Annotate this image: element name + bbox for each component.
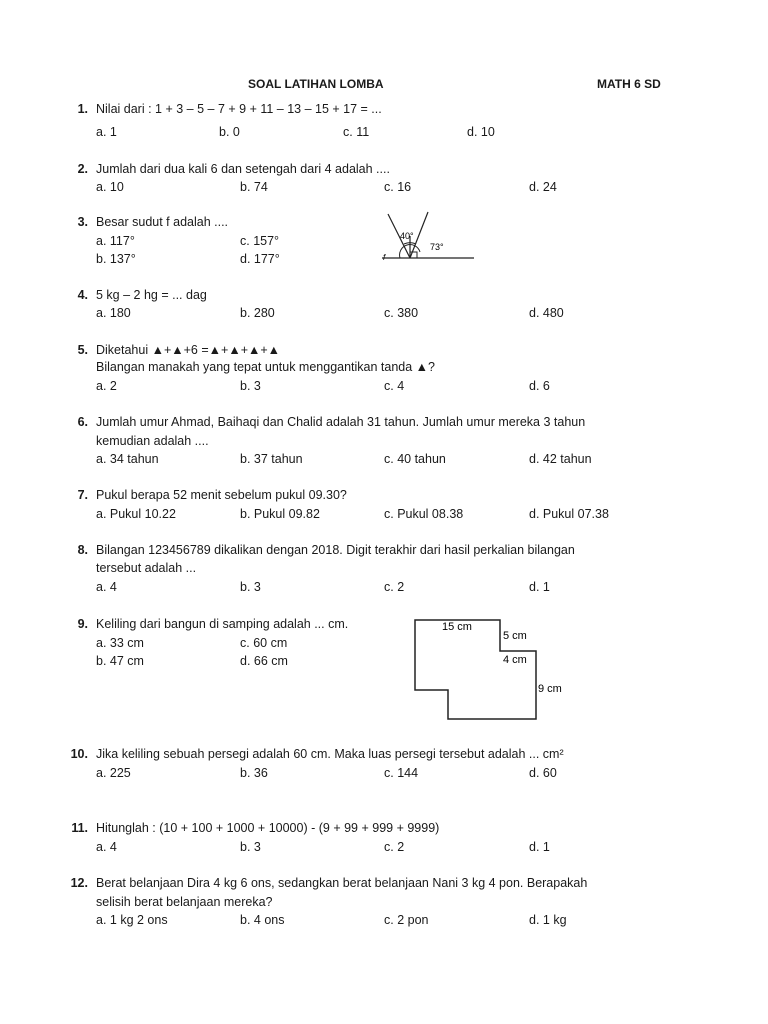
question-text: Keliling dari bangun di samping adalah ... cm. (96, 617, 349, 631)
option-c: c. 2 (384, 580, 405, 594)
option-c: c. 60 cm (240, 636, 288, 650)
option-c: c. 380 (384, 306, 419, 320)
option-d: d. 24 (529, 180, 557, 194)
option-d: d. 6 (529, 379, 550, 393)
option-c: c. 40 tahun (384, 452, 446, 466)
option-a: a. 1 (96, 125, 117, 139)
question-text: Bilangan manakah yang tepat untuk menggantikan tanda ▲? (96, 360, 436, 374)
question-number: 2. (77, 162, 88, 176)
question-text: tersebut adalah ... (96, 561, 197, 575)
question-number: 12. (70, 876, 88, 890)
option-d: d. 480 (529, 306, 564, 320)
option-a: a. 2 (96, 379, 117, 393)
option-c: c. 2 (384, 840, 405, 854)
label-9cm: 9 cm (538, 683, 562, 695)
option-d: d. 60 (529, 766, 557, 780)
angle-40-label: 40° (400, 231, 414, 241)
question-number: 8. (77, 543, 88, 557)
option-b: b. 3 (240, 580, 261, 594)
question-text: selisih berat belanjaan mereka? (96, 895, 273, 909)
perimeter-figure (404, 614, 574, 726)
question-text: 5 kg – 2 hg = ... dag (96, 288, 207, 302)
option-b: b. 0 (219, 125, 240, 139)
option-b: b. 137° (96, 252, 136, 266)
angle-73-label: 73° (430, 242, 444, 252)
option-c: c. 2 pon (384, 913, 429, 927)
option-b: b. 47 cm (96, 654, 144, 668)
option-a: a. 33 cm (96, 636, 144, 650)
question-number: 1. (77, 102, 88, 116)
question-text: Diketahui ▲+▲+6 =▲+▲+▲+▲ (96, 343, 281, 357)
option-b: b. 280 (240, 306, 275, 320)
angle-f-label: f (383, 253, 386, 262)
question-number: 6. (77, 415, 88, 429)
option-d: d. 1 kg (529, 913, 567, 927)
angle-figure (380, 208, 480, 274)
question-number: 9. (77, 617, 88, 631)
question-number: 5. (77, 343, 88, 357)
question-text: Jika keliling sebuah persegi adalah 60 cm. Maka luas persegi tersebut adalah ... cm² (96, 747, 564, 761)
option-d: d. 177° (240, 252, 280, 266)
option-b: b. 4 ons (240, 913, 285, 927)
question-text: Nilai dari : 1 + 3 – 5 – 7 + 9 + 11 – 13 – 15 + 17 = ... (96, 102, 382, 116)
question-number: 11. (71, 821, 88, 835)
option-a: a. 10 (96, 180, 124, 194)
option-c: c. 157° (240, 234, 280, 248)
question-number: 4. (77, 288, 88, 302)
subject-label: MATH 6 SD (597, 77, 661, 91)
question-number: 7. (77, 488, 88, 502)
question-number: 3. (77, 215, 88, 229)
question-text: kemudian adalah .... (96, 434, 209, 448)
option-c: c. 16 (384, 180, 412, 194)
question-text: Hitunglah : (10 + 100 + 1000 + 10000) - (9 + 99 + 999 + 9999) (96, 821, 440, 835)
option-a: a. 4 (96, 840, 117, 854)
option-b: b. 74 (240, 180, 268, 194)
option-c: c. 11 (343, 125, 370, 139)
label-4cm: 4 cm (503, 654, 527, 666)
option-a: a. 180 (96, 306, 131, 320)
option-d: d. 10 (467, 125, 495, 139)
option-b: b. Pukul 09.82 (240, 507, 320, 521)
option-d: d. 1 (529, 580, 550, 594)
question-text: Besar sudut f adalah .... (96, 215, 229, 229)
question-text: Pukul berapa 52 menit sebelum pukul 09.30? (96, 488, 347, 502)
option-a: a. Pukul 10.22 (96, 507, 176, 521)
worksheet-title: SOAL LATIHAN LOMBA (248, 77, 384, 91)
option-d: d. 1 (529, 840, 550, 854)
question-text: Jumlah dari dua kali 6 dan setengah dari 4 adalah .... (96, 162, 390, 176)
option-a: a. 4 (96, 580, 117, 594)
option-b: b. 37 tahun (240, 452, 303, 466)
option-a: a. 34 tahun (96, 452, 159, 466)
option-c: c. 144 (384, 766, 419, 780)
option-d: d. 42 tahun (529, 452, 592, 466)
question-text: Bilangan 123456789 dikalikan dengan 2018. Digit terakhir dari hasil perkalian bilangan (96, 543, 575, 557)
option-b: b. 36 (240, 766, 268, 780)
label-5cm: 5 cm (503, 630, 527, 642)
option-b: b. 3 (240, 840, 261, 854)
option-a: a. 117° (96, 234, 135, 248)
option-d: d. 66 cm (240, 654, 288, 668)
question-number: 10. (70, 747, 88, 761)
option-a: a. 1 kg 2 ons (96, 913, 168, 927)
option-b: b. 3 (240, 379, 261, 393)
option-d: d. Pukul 07.38 (529, 507, 609, 521)
option-c: c. 4 (384, 379, 405, 393)
question-text: Jumlah umur Ahmad, Baihaqi dan Chalid adalah 31 tahun. Jumlah umur mereka 3 tahun (96, 415, 586, 429)
question-text: Berat belanjaan Dira 4 kg 6 ons, sedangkan berat belanjaan Nani 3 kg 4 pon. Berapakah (96, 876, 588, 890)
label-15cm: 15 cm (442, 621, 472, 633)
option-a: a. 225 (96, 766, 131, 780)
option-c: c. Pukul 08.38 (384, 507, 464, 521)
